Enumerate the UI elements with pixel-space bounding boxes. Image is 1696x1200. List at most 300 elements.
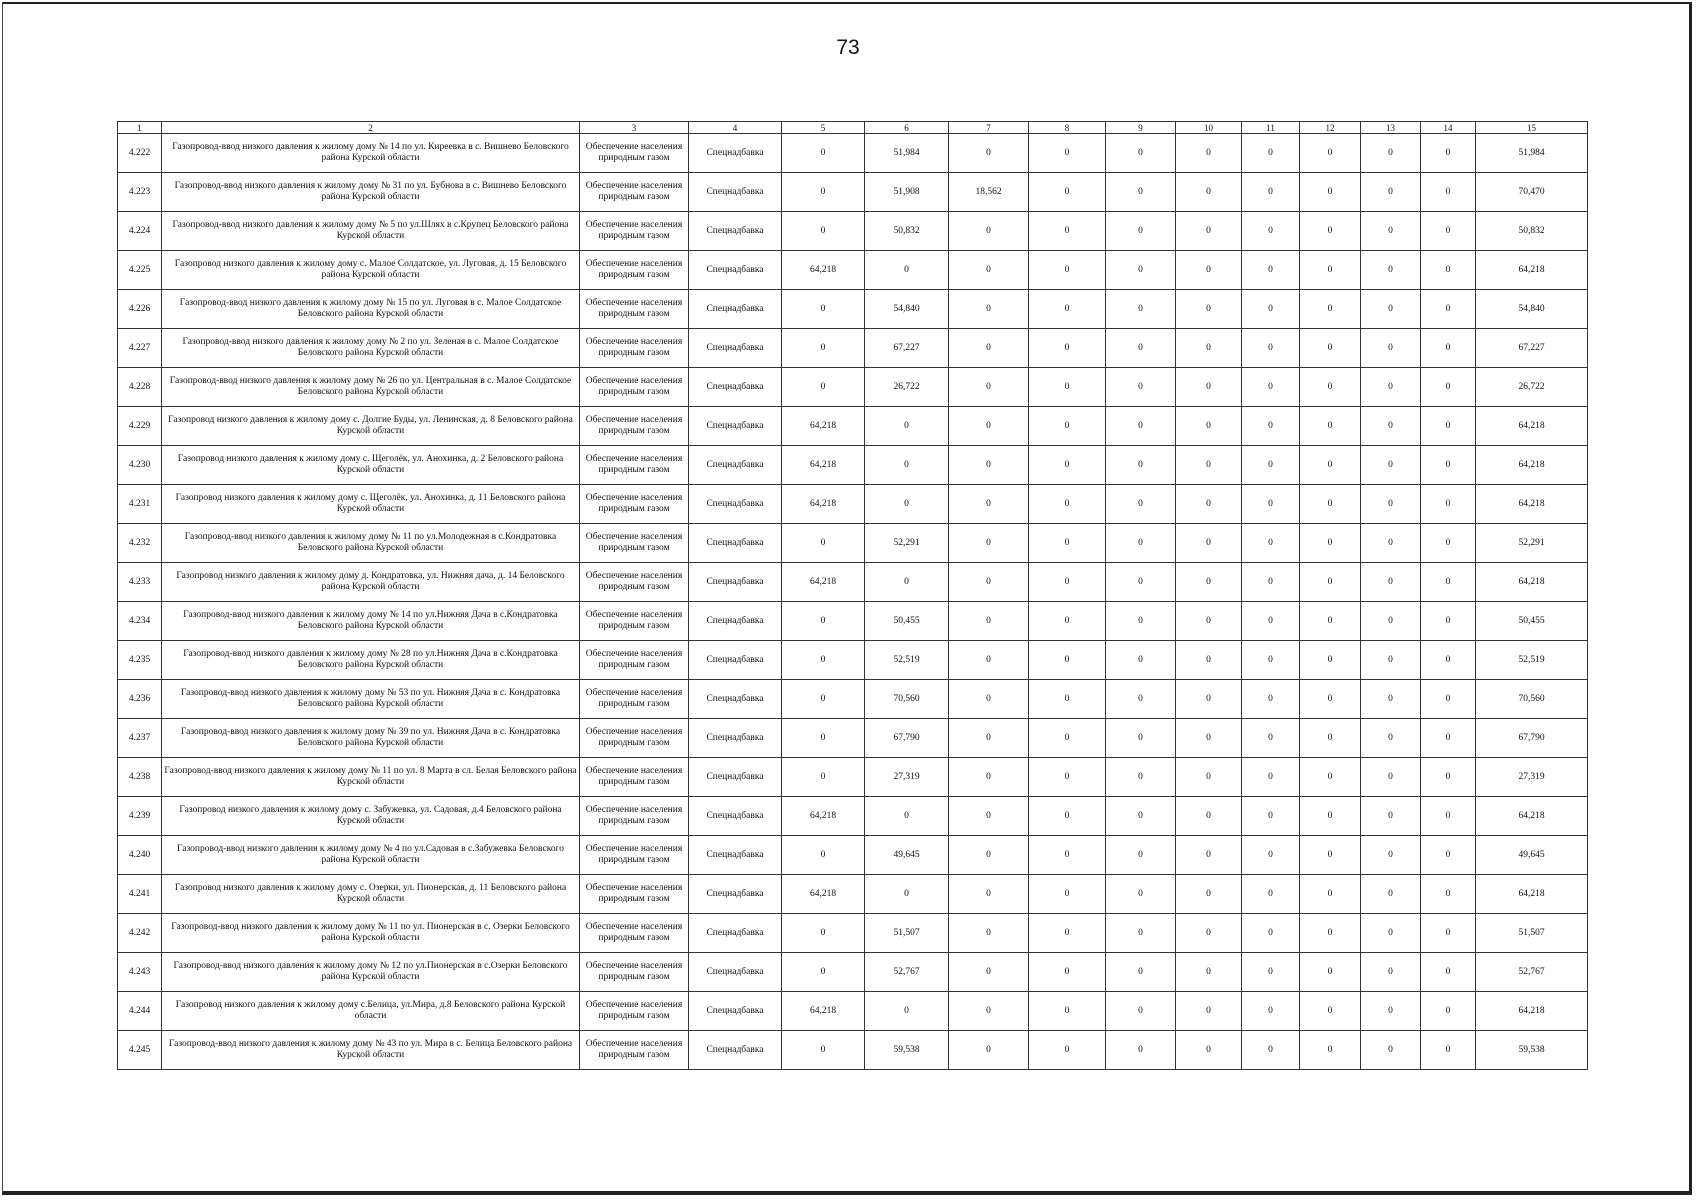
value-cell: 0 bbox=[949, 641, 1029, 680]
value-cell: 0 bbox=[1421, 212, 1476, 251]
total-cell: 64,218 bbox=[1476, 485, 1588, 524]
value-cell: 0 bbox=[1176, 797, 1242, 836]
value-cell: 0 bbox=[1176, 485, 1242, 524]
value-cell: 0 bbox=[1176, 329, 1242, 368]
total-cell: 64,218 bbox=[1476, 251, 1588, 290]
total-cell: 49,645 bbox=[1476, 836, 1588, 875]
object-name: Газопровод низкого давления к жилому дому д. Кондратовка, ул. Нижняя дача, д. 14 Беловского района Курской области bbox=[162, 563, 580, 602]
funding-source: Спецнадбавка bbox=[689, 680, 782, 719]
value-cell: 0 bbox=[1361, 641, 1421, 680]
value-cell: 0 bbox=[865, 485, 949, 524]
purpose-cell: Обеспечение населения природным газом bbox=[580, 524, 689, 563]
total-cell: 70,470 bbox=[1476, 173, 1588, 212]
object-name: Газопровод низкого давления к жилому дому с.Белица, ул.Мира, д.8 Беловского района Курской области bbox=[162, 992, 580, 1031]
value-cell: 0 bbox=[1029, 173, 1106, 212]
value-cell: 0 bbox=[782, 758, 865, 797]
value-cell: 0 bbox=[1421, 641, 1476, 680]
value-cell: 0 bbox=[1242, 524, 1300, 563]
value-cell: 51,507 bbox=[865, 914, 949, 953]
purpose-cell: Обеспечение населения природным газом bbox=[580, 1031, 689, 1070]
value-cell: 64,218 bbox=[782, 446, 865, 485]
value-cell: 0 bbox=[1029, 524, 1106, 563]
value-cell: 0 bbox=[782, 719, 865, 758]
total-cell: 50,455 bbox=[1476, 602, 1588, 641]
value-cell: 0 bbox=[1242, 641, 1300, 680]
row-number: 4.223 bbox=[118, 173, 162, 212]
value-cell: 0 bbox=[1029, 407, 1106, 446]
value-cell: 64,218 bbox=[782, 563, 865, 602]
value-cell: 0 bbox=[782, 641, 865, 680]
value-cell: 0 bbox=[1029, 914, 1106, 953]
funding-source: Спецнадбавка bbox=[689, 953, 782, 992]
value-cell: 0 bbox=[1106, 602, 1176, 641]
object-name: Газопровод-ввод низкого давления к жилому дому № 14 по ул.Нижняя Дача в с.Кондратовка Беловского района Курской области bbox=[162, 602, 580, 641]
value-cell: 0 bbox=[782, 212, 865, 251]
purpose-cell: Обеспечение населения природным газом bbox=[580, 875, 689, 914]
table-row bbox=[118, 680, 1588, 719]
purpose-cell: Обеспечение населения природным газом bbox=[580, 563, 689, 602]
value-cell: 0 bbox=[1176, 641, 1242, 680]
table-row bbox=[118, 719, 1588, 758]
total-cell: 52,291 bbox=[1476, 524, 1588, 563]
value-cell: 0 bbox=[1421, 485, 1476, 524]
table-row bbox=[118, 953, 1588, 992]
value-cell: 0 bbox=[782, 329, 865, 368]
column-number: 5 bbox=[782, 122, 865, 134]
value-cell: 0 bbox=[1029, 1031, 1106, 1070]
funding-source: Спецнадбавка bbox=[689, 992, 782, 1031]
value-cell: 0 bbox=[1106, 641, 1176, 680]
table-row bbox=[118, 134, 1588, 173]
row-number: 4.222 bbox=[118, 134, 162, 173]
purpose-cell: Обеспечение населения природным газом bbox=[580, 758, 689, 797]
purpose-cell: Обеспечение населения природным газом bbox=[580, 368, 689, 407]
value-cell: 0 bbox=[1300, 173, 1361, 212]
value-cell: 0 bbox=[1361, 992, 1421, 1031]
funding-source: Спецнадбавка bbox=[689, 173, 782, 212]
value-cell: 0 bbox=[865, 875, 949, 914]
funding-source: Спецнадбавка bbox=[689, 446, 782, 485]
value-cell: 0 bbox=[1242, 290, 1300, 329]
value-cell: 0 bbox=[782, 290, 865, 329]
table-row bbox=[118, 446, 1588, 485]
funding-source: Спецнадбавка bbox=[689, 1031, 782, 1070]
value-cell: 0 bbox=[1421, 368, 1476, 407]
value-cell: 0 bbox=[865, 797, 949, 836]
value-cell: 0 bbox=[1300, 875, 1361, 914]
value-cell: 0 bbox=[1361, 758, 1421, 797]
value-cell: 0 bbox=[1029, 563, 1106, 602]
value-cell: 0 bbox=[1029, 368, 1106, 407]
value-cell: 0 bbox=[782, 680, 865, 719]
value-cell: 0 bbox=[1242, 407, 1300, 446]
value-cell: 0 bbox=[1242, 992, 1300, 1031]
value-cell: 0 bbox=[1176, 290, 1242, 329]
value-cell: 0 bbox=[1421, 524, 1476, 563]
total-cell: 52,767 bbox=[1476, 953, 1588, 992]
value-cell: 0 bbox=[1242, 914, 1300, 953]
value-cell: 0 bbox=[1300, 368, 1361, 407]
value-cell: 0 bbox=[1029, 719, 1106, 758]
total-cell: 52,519 bbox=[1476, 641, 1588, 680]
value-cell: 0 bbox=[1421, 758, 1476, 797]
total-cell: 27,319 bbox=[1476, 758, 1588, 797]
purpose-cell: Обеспечение населения природным газом bbox=[580, 797, 689, 836]
total-cell: 51,984 bbox=[1476, 134, 1588, 173]
value-cell: 0 bbox=[1029, 485, 1106, 524]
value-cell: 0 bbox=[1421, 173, 1476, 212]
column-number: 3 bbox=[580, 122, 689, 134]
table-row bbox=[118, 173, 1588, 212]
row-number: 4.226 bbox=[118, 290, 162, 329]
value-cell: 0 bbox=[1176, 524, 1242, 563]
object-name: Газопровод-ввод низкого давления к жилому дому № 11 по ул. Пионерская в с. Озерки Беловского района Курской области bbox=[162, 914, 580, 953]
value-cell: 0 bbox=[1421, 680, 1476, 719]
value-cell: 0 bbox=[1421, 953, 1476, 992]
value-cell: 0 bbox=[949, 329, 1029, 368]
value-cell: 0 bbox=[1421, 719, 1476, 758]
value-cell: 0 bbox=[1421, 134, 1476, 173]
value-cell: 0 bbox=[1242, 446, 1300, 485]
value-cell: 0 bbox=[1361, 875, 1421, 914]
table-row bbox=[118, 329, 1588, 368]
value-cell: 0 bbox=[865, 407, 949, 446]
value-cell: 0 bbox=[949, 797, 1029, 836]
value-cell: 0 bbox=[782, 1031, 865, 1070]
value-cell: 0 bbox=[1300, 563, 1361, 602]
data-table bbox=[117, 121, 1588, 1070]
funding-source: Спецнадбавка bbox=[689, 368, 782, 407]
total-cell: 64,218 bbox=[1476, 407, 1588, 446]
value-cell: 0 bbox=[1106, 680, 1176, 719]
value-cell: 70,560 bbox=[865, 680, 949, 719]
table-row bbox=[118, 641, 1588, 680]
value-cell: 0 bbox=[1300, 446, 1361, 485]
value-cell: 0 bbox=[1421, 407, 1476, 446]
value-cell: 64,218 bbox=[782, 992, 865, 1031]
value-cell: 0 bbox=[1300, 797, 1361, 836]
value-cell: 0 bbox=[1176, 680, 1242, 719]
value-cell: 0 bbox=[1361, 563, 1421, 602]
value-cell: 0 bbox=[1106, 1031, 1176, 1070]
object-name: Газопровод низкого давления к жилому дому с. Долгие Буды, ул. Ленинская, д. 8 Беловского района Курской области bbox=[162, 407, 580, 446]
purpose-cell: Обеспечение населения природным газом bbox=[580, 329, 689, 368]
value-cell: 0 bbox=[1300, 758, 1361, 797]
value-cell: 0 bbox=[865, 563, 949, 602]
purpose-cell: Обеспечение населения природным газом bbox=[580, 953, 689, 992]
value-cell: 0 bbox=[1361, 251, 1421, 290]
table-row bbox=[118, 797, 1588, 836]
value-cell: 0 bbox=[1300, 914, 1361, 953]
value-cell: 0 bbox=[1242, 329, 1300, 368]
value-cell: 0 bbox=[1106, 290, 1176, 329]
column-number: 4 bbox=[689, 122, 782, 134]
value-cell: 0 bbox=[1361, 914, 1421, 953]
value-cell: 0 bbox=[782, 836, 865, 875]
value-cell: 0 bbox=[1176, 836, 1242, 875]
value-cell: 0 bbox=[1300, 953, 1361, 992]
value-cell: 51,908 bbox=[865, 173, 949, 212]
value-cell: 0 bbox=[1300, 251, 1361, 290]
column-number: 6 bbox=[865, 122, 949, 134]
value-cell: 0 bbox=[1029, 992, 1106, 1031]
row-number: 4.237 bbox=[118, 719, 162, 758]
value-cell: 0 bbox=[1029, 953, 1106, 992]
row-number: 4.236 bbox=[118, 680, 162, 719]
value-cell: 50,455 bbox=[865, 602, 949, 641]
value-cell: 64,218 bbox=[782, 797, 865, 836]
object-name: Газопровод-ввод низкого давления к жилому дому № 11 по ул. 8 Марта в сл. Белая Беловского района Курской области bbox=[162, 758, 580, 797]
value-cell: 0 bbox=[1421, 914, 1476, 953]
value-cell: 0 bbox=[1300, 602, 1361, 641]
value-cell: 0 bbox=[1106, 446, 1176, 485]
value-cell: 64,218 bbox=[782, 251, 865, 290]
value-cell: 0 bbox=[1361, 329, 1421, 368]
value-cell: 0 bbox=[1300, 680, 1361, 719]
purpose-cell: Обеспечение населения природным газом bbox=[580, 641, 689, 680]
value-cell: 0 bbox=[1029, 875, 1106, 914]
value-cell: 0 bbox=[1176, 875, 1242, 914]
value-cell: 0 bbox=[1361, 446, 1421, 485]
table-row bbox=[118, 407, 1588, 446]
funding-source: Спецнадбавка bbox=[689, 758, 782, 797]
value-cell: 0 bbox=[949, 914, 1029, 953]
value-cell: 0 bbox=[1242, 212, 1300, 251]
funding-source: Спецнадбавка bbox=[689, 602, 782, 641]
purpose-cell: Обеспечение населения природным газом bbox=[580, 836, 689, 875]
column-number: 13 bbox=[1361, 122, 1421, 134]
value-cell: 59,538 bbox=[865, 1031, 949, 1070]
value-cell: 0 bbox=[1029, 758, 1106, 797]
object-name: Газопровод низкого давления к жилому дому с. Щеголёк, ул. Анохинка, д. 11 Беловского района Курской области bbox=[162, 485, 580, 524]
value-cell: 0 bbox=[1242, 875, 1300, 914]
funding-source: Спецнадбавка bbox=[689, 407, 782, 446]
table-row bbox=[118, 836, 1588, 875]
value-cell: 0 bbox=[1176, 407, 1242, 446]
total-cell: 59,538 bbox=[1476, 1031, 1588, 1070]
purpose-cell: Обеспечение населения природным газом bbox=[580, 407, 689, 446]
total-cell: 54,840 bbox=[1476, 290, 1588, 329]
table-row bbox=[118, 992, 1588, 1031]
value-cell: 0 bbox=[1421, 992, 1476, 1031]
object-name: Газопровод низкого давления к жилому дому с. Озерки, ул. Пионерская, д. 11 Беловского района Курской области bbox=[162, 875, 580, 914]
funding-source: Спецнадбавка bbox=[689, 914, 782, 953]
value-cell: 0 bbox=[1242, 758, 1300, 797]
value-cell: 0 bbox=[1242, 251, 1300, 290]
value-cell: 0 bbox=[1106, 758, 1176, 797]
value-cell: 0 bbox=[1176, 992, 1242, 1031]
value-cell: 26,722 bbox=[865, 368, 949, 407]
value-cell: 0 bbox=[1029, 212, 1106, 251]
value-cell: 64,218 bbox=[782, 407, 865, 446]
purpose-cell: Обеспечение населения природным газом bbox=[580, 446, 689, 485]
value-cell: 0 bbox=[949, 1031, 1029, 1070]
value-cell: 0 bbox=[1029, 797, 1106, 836]
value-cell: 0 bbox=[949, 953, 1029, 992]
page-number: 73 bbox=[836, 36, 860, 59]
value-cell: 0 bbox=[1361, 680, 1421, 719]
object-name: Газопровод низкого давления к жилому дому с. Малое Солдатское, ул. Луговая, д. 15 Беловского района Курской области bbox=[162, 251, 580, 290]
table-row bbox=[118, 212, 1588, 251]
value-cell: 0 bbox=[1106, 797, 1176, 836]
value-cell: 0 bbox=[949, 602, 1029, 641]
table-row bbox=[118, 290, 1588, 329]
funding-source: Спецнадбавка bbox=[689, 797, 782, 836]
value-cell: 0 bbox=[1106, 251, 1176, 290]
value-cell: 0 bbox=[1176, 251, 1242, 290]
total-cell: 67,790 bbox=[1476, 719, 1588, 758]
value-cell: 0 bbox=[949, 680, 1029, 719]
funding-source: Спецнадбавка bbox=[689, 875, 782, 914]
object-name: Газопровод-ввод низкого давления к жилому дому № 43 по ул. Мира в с. Белица Беловского района Курской области bbox=[162, 1031, 580, 1070]
value-cell: 0 bbox=[1361, 836, 1421, 875]
column-number: 2 bbox=[162, 122, 580, 134]
purpose-cell: Обеспечение населения природным газом bbox=[580, 680, 689, 719]
table-row bbox=[118, 1031, 1588, 1070]
row-number: 4.242 bbox=[118, 914, 162, 953]
value-cell: 0 bbox=[1029, 290, 1106, 329]
object-name: Газопровод-ввод низкого давления к жилому дому № 5 по ул.Шлях в с.Крупец Беловского района Курской области bbox=[162, 212, 580, 251]
funding-source: Спецнадбавка bbox=[689, 836, 782, 875]
row-number: 4.238 bbox=[118, 758, 162, 797]
value-cell: 0 bbox=[1106, 485, 1176, 524]
value-cell: 51,984 bbox=[865, 134, 949, 173]
funding-source: Спецнадбавка bbox=[689, 563, 782, 602]
value-cell: 0 bbox=[949, 368, 1029, 407]
value-cell: 0 bbox=[1106, 992, 1176, 1031]
value-cell: 0 bbox=[1242, 1031, 1300, 1070]
value-cell: 67,790 bbox=[865, 719, 949, 758]
value-cell: 0 bbox=[949, 485, 1029, 524]
table-row bbox=[118, 524, 1588, 563]
value-cell: 0 bbox=[1106, 953, 1176, 992]
value-cell: 50,832 bbox=[865, 212, 949, 251]
total-cell: 64,218 bbox=[1476, 797, 1588, 836]
total-cell: 67,227 bbox=[1476, 329, 1588, 368]
table-row bbox=[118, 251, 1588, 290]
row-number: 4.232 bbox=[118, 524, 162, 563]
value-cell: 0 bbox=[949, 836, 1029, 875]
value-cell: 52,291 bbox=[865, 524, 949, 563]
value-cell: 49,645 bbox=[865, 836, 949, 875]
funding-source: Спецнадбавка bbox=[689, 290, 782, 329]
row-number: 4.227 bbox=[118, 329, 162, 368]
value-cell: 0 bbox=[1242, 680, 1300, 719]
value-cell: 0 bbox=[1361, 797, 1421, 836]
funding-source: Спецнадбавка bbox=[689, 212, 782, 251]
value-cell: 64,218 bbox=[782, 485, 865, 524]
value-cell: 0 bbox=[865, 446, 949, 485]
object-name: Газопровод-ввод низкого давления к жилому дому № 12 по ул.Пионерская в с.Озерки Беловского района Курской области bbox=[162, 953, 580, 992]
table-row bbox=[118, 368, 1588, 407]
row-number: 4.239 bbox=[118, 797, 162, 836]
row-number: 4.224 bbox=[118, 212, 162, 251]
value-cell: 0 bbox=[1029, 836, 1106, 875]
object-name: Газопровод-ввод низкого давления к жилому дому № 26 по ул. Центральная в с. Малое Солдатское Беловского района Курской области bbox=[162, 368, 580, 407]
row-number: 4.225 bbox=[118, 251, 162, 290]
value-cell: 0 bbox=[1361, 134, 1421, 173]
value-cell: 0 bbox=[782, 914, 865, 953]
value-cell: 0 bbox=[1242, 485, 1300, 524]
funding-source: Спецнадбавка bbox=[689, 641, 782, 680]
value-cell: 0 bbox=[1300, 134, 1361, 173]
value-cell: 0 bbox=[1421, 563, 1476, 602]
value-cell: 0 bbox=[1029, 251, 1106, 290]
object-name: Газопровод-ввод низкого давления к жилому дому № 28 по ул.Нижняя Дача в с.Кондратовка Беловского района Курской области bbox=[162, 641, 580, 680]
value-cell: 0 bbox=[1176, 134, 1242, 173]
row-number: 4.240 bbox=[118, 836, 162, 875]
purpose-cell: Обеспечение населения природным газом bbox=[580, 251, 689, 290]
row-number: 4.244 bbox=[118, 992, 162, 1031]
purpose-cell: Обеспечение населения природным газом bbox=[580, 290, 689, 329]
value-cell: 64,218 bbox=[782, 875, 865, 914]
table-row bbox=[118, 758, 1588, 797]
value-cell: 0 bbox=[1421, 446, 1476, 485]
column-number: 12 bbox=[1300, 122, 1361, 134]
total-cell: 64,218 bbox=[1476, 875, 1588, 914]
row-number: 4.241 bbox=[118, 875, 162, 914]
total-cell: 64,218 bbox=[1476, 446, 1588, 485]
value-cell: 0 bbox=[1421, 329, 1476, 368]
funding-source: Спецнадбавка bbox=[689, 524, 782, 563]
purpose-cell: Обеспечение населения природным газом bbox=[580, 485, 689, 524]
purpose-cell: Обеспечение населения природным газом bbox=[580, 173, 689, 212]
value-cell: 0 bbox=[1106, 407, 1176, 446]
value-cell: 0 bbox=[1242, 134, 1300, 173]
value-cell: 27,319 bbox=[865, 758, 949, 797]
value-cell: 54,840 bbox=[865, 290, 949, 329]
value-cell: 0 bbox=[1300, 329, 1361, 368]
object-name: Газопровод низкого давления к жилому дому с. Щеголёк, ул. Анохинка, д. 2 Беловского района Курской области bbox=[162, 446, 580, 485]
value-cell: 0 bbox=[1106, 563, 1176, 602]
object-name: Газопровод-ввод низкого давления к жилому дому № 31 по ул. Бубнова в с. Вишнево Беловского района Курской области bbox=[162, 173, 580, 212]
object-name: Газопровод-ввод низкого давления к жилому дому № 11 по ул.Молодежная в с.Кондратовка Беловского района Курской области bbox=[162, 524, 580, 563]
column-number: 7 bbox=[949, 122, 1029, 134]
table-row bbox=[118, 602, 1588, 641]
value-cell: 0 bbox=[1106, 212, 1176, 251]
value-cell: 0 bbox=[949, 251, 1029, 290]
value-cell: 0 bbox=[865, 251, 949, 290]
value-cell: 0 bbox=[1106, 836, 1176, 875]
value-cell: 0 bbox=[1106, 173, 1176, 212]
value-cell: 18,562 bbox=[949, 173, 1029, 212]
funding-source: Спецнадбавка bbox=[689, 329, 782, 368]
value-cell: 0 bbox=[1176, 719, 1242, 758]
value-cell: 0 bbox=[1300, 485, 1361, 524]
value-cell: 0 bbox=[782, 173, 865, 212]
value-cell: 0 bbox=[1106, 134, 1176, 173]
total-cell: 70,560 bbox=[1476, 680, 1588, 719]
value-cell: 0 bbox=[1029, 641, 1106, 680]
value-cell: 0 bbox=[1300, 524, 1361, 563]
table-row bbox=[118, 563, 1588, 602]
value-cell: 0 bbox=[1361, 1031, 1421, 1070]
value-cell: 0 bbox=[1421, 836, 1476, 875]
object-name: Газопровод-ввод низкого давления к жилому дому № 39 по ул. Нижняя Дача в с. Кондратовка Беловского района Курской области bbox=[162, 719, 580, 758]
row-number: 4.231 bbox=[118, 485, 162, 524]
value-cell: 0 bbox=[1176, 212, 1242, 251]
value-cell: 0 bbox=[949, 134, 1029, 173]
value-cell: 0 bbox=[949, 290, 1029, 329]
value-cell: 0 bbox=[1176, 1031, 1242, 1070]
value-cell: 0 bbox=[1029, 329, 1106, 368]
value-cell: 0 bbox=[1106, 914, 1176, 953]
object-name: Газопровод-ввод низкого давления к жилому дому № 2 по ул. Зеленая в с. Малое Солдатское Беловского района Курской области bbox=[162, 329, 580, 368]
value-cell: 0 bbox=[1300, 290, 1361, 329]
funding-source: Спецнадбавка bbox=[689, 485, 782, 524]
value-cell: 52,519 bbox=[865, 641, 949, 680]
value-cell: 0 bbox=[1300, 992, 1361, 1031]
